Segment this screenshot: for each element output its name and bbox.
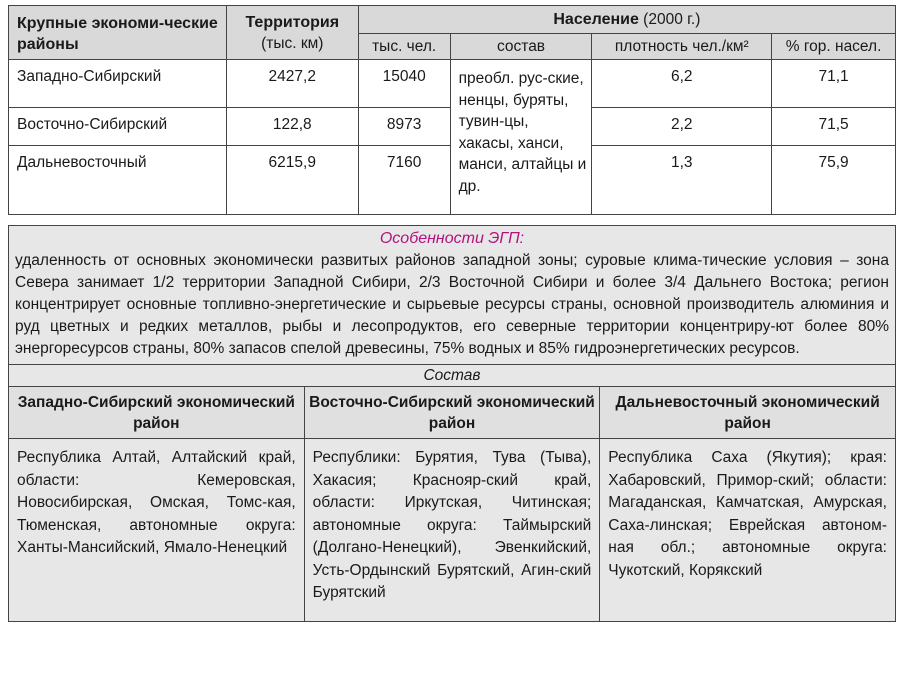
header-pop-thousand: тыс. чел. (358, 34, 450, 60)
region-name: Западно-Сибирский (9, 60, 227, 108)
header-population: Население (2000 г.) (358, 6, 895, 34)
urban-value: 71,5 (772, 108, 896, 146)
header-regions: Крупные экономи-ческие районы (9, 6, 227, 60)
table-row (9, 60, 896, 108)
column-heading-west-siberia: Западно-Сибирский экономический район (9, 387, 305, 439)
header-composition: состав (450, 34, 592, 60)
population-value: 7160 (358, 146, 450, 215)
egp-text: удаленность от основных экономически развитых районов западной зоны; суровые клима-тические условия – зона Севера занимает 1/2 территории Западной Сибири, 2/3 Восточной Сибири и более 3/4 Дальнего Востока; регион концентрирует основные топливно-энергетические и сырьевые ресурсы страны, основной производитель алюминия и руд цветных и редких металлов, рыбы и лесопродуктов, его северные территории концентриру-ют более 80% энергоресурсов страны, 80% запасов спелой древесины, 75% водных и 85% гидроэнергетических ресурсов. (9, 250, 896, 365)
region-name: Восточно-Сибирский (9, 108, 227, 146)
composition-text: преобл. рус-ские, ненцы, буряты, тувин-цы, хакасы, ханси, манси, алтайцы и др. (450, 60, 592, 215)
egp-table (8, 225, 896, 622)
header-territory: Территория (тыс. км) (226, 6, 358, 60)
header-density: плотность чел./км² (592, 34, 772, 60)
region-name: Дальневосточный (9, 146, 227, 215)
sostav-title: Состав (9, 365, 896, 387)
territory-value: 6215,9 (226, 146, 358, 215)
egp-title: Особенности ЭГП: (9, 226, 896, 251)
population-value: 8973 (358, 108, 450, 146)
urban-value: 71,1 (772, 60, 896, 108)
population-value: 15040 (358, 60, 450, 108)
territory-value: 122,8 (226, 108, 358, 146)
density-value: 2,2 (592, 108, 772, 146)
urban-value: 75,9 (772, 146, 896, 215)
density-value: 6,2 (592, 60, 772, 108)
regions-table (8, 5, 896, 215)
document (8, 5, 896, 622)
column-text-far-east: Республика Саха (Якутия); края: Хабаровский, Примор-ский; области: Магаданская, Камчатская, Амурская, Саха-линская; Еврейская автоном-ная обл.; автономные округа: Чукотский, Корякский (600, 439, 896, 622)
column-heading-far-east: Дальневосточный экономический район (600, 387, 896, 439)
density-value: 1,3 (592, 146, 772, 215)
territory-value: 2427,2 (226, 60, 358, 108)
column-text-west-siberia: Республика Алтай, Алтайский край, области: Кемеровская, Новосибирская, Омская, Томс-кая, Тюменская, автономные округа: Ханты-Мансийский, Ямало-Ненецкий (9, 439, 305, 622)
column-text-east-siberia: Республики: Бурятия, Тува (Тыва), Хакасия; Краснояр-ский край, области: Иркутская, Читинская; автономные округа: Таймырский (Долгано-Ненецкий), Эвенкийский, Усть-Ордынский Бурятский, Агин-ский Бурятский (304, 439, 600, 622)
header-urban: % гор. насел. (772, 34, 896, 60)
column-heading-east-siberia: Восточно-Сибирский экономический район (304, 387, 600, 439)
